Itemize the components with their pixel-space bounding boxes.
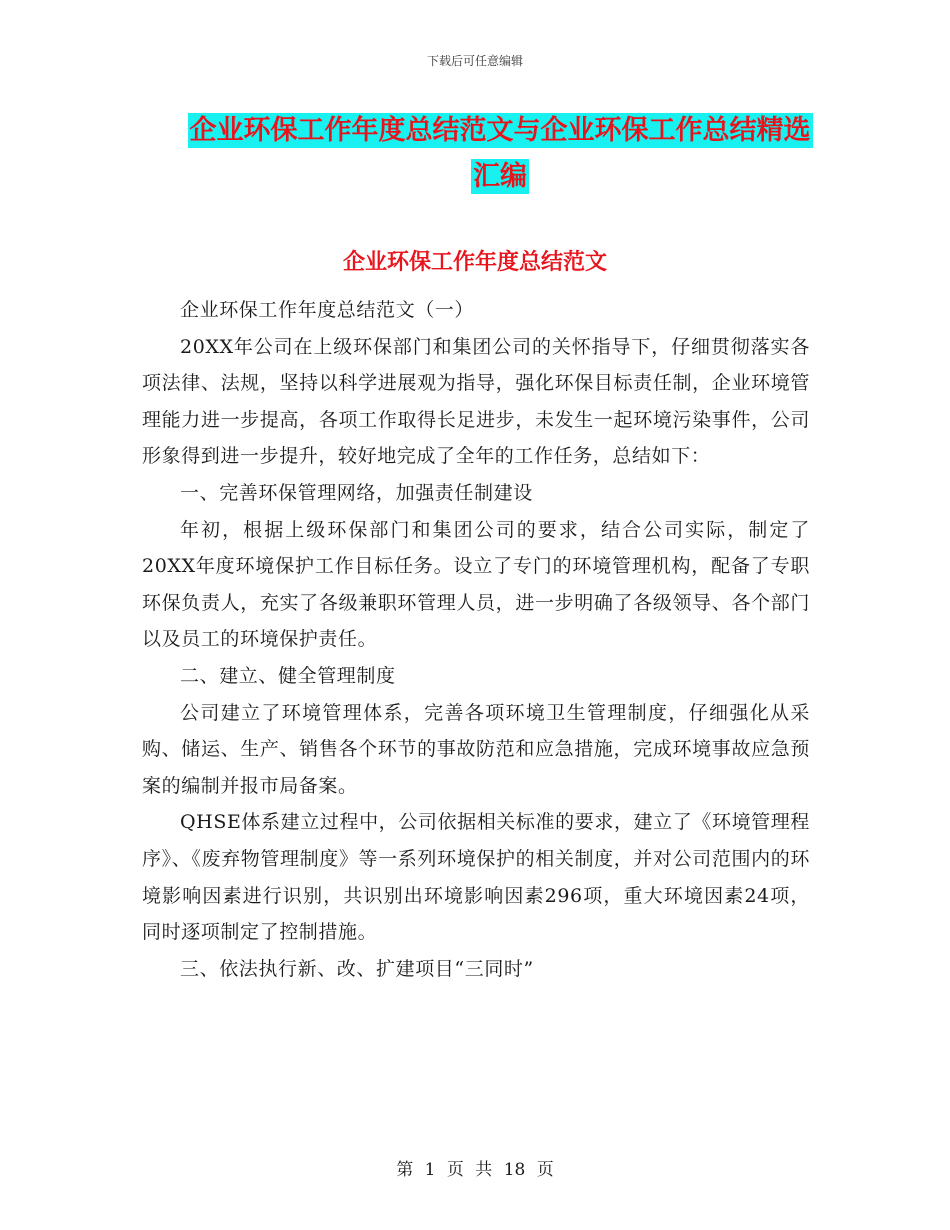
heading-paragraph: 二、建立、健全管理制度 [180,664,396,687]
section-title: 企业环保工作年度总结范文 [342,250,607,275]
body-paragraph: 年初，根据上级环保部门和集团公司的要求，结合公司实际，制定了20XX年度环境保护工作目标任务。设立了专门的环境管理机构，配备了专职环保负责人，充实了各级兼职环管理人员，进一步明确了各级领导、各个部门以及员工的环境保护责任。 [142,518,810,651]
heading-paragraph: 一、完善环保管理网络，加强责任制建设 [180,481,533,504]
body-paragraph: 公司建立了环境管理体系，完善各项环境卫生管理制度，仔细强化从采购、储运、生产、销售各个环节的事故防范和应急措施，完成环境事故应急预案的编制并报市局备案。 [142,701,810,797]
subtitle-paragraph: 企业环保工作年度总结范文（一） [180,299,475,321]
page-footer: 第 1 页 共 18 页 [396,1160,554,1180]
body-paragraph: QHSE体系建立过程中，公司依据相关标准的要求，建立了《环境管理程序》、《废弃物管理制度》等一系列环境保护的相关制度，并对公司范围内的环境影响因素进行识别，共识别出环境影响因素296项，重大环境因素24项，同时逐项制定了控制措施。 [142,811,810,944]
title-line-1: 企业环保工作年度总结范文与企业环保工作总结精选 [189,115,811,146]
title-line-2: 汇编 [473,161,527,192]
document-title [140,108,860,200]
document-body [142,292,810,987]
header-note: 下载后可任意编辑 [426,54,523,68]
body-paragraph: 20XX年公司在上级环保部门和集团公司的关怀指导下，仔细贯彻落实各项法律、法规，坚持以科学进展观为指导，强化环保目标责任制，企业环境管理能力进一步提高，各项工作取得长足进步，未发生一起环境污染事件，公司形象得到进一步提升，较好地完成了全年的工作任务，总结如下： [142,335,810,468]
heading-paragraph: 三、依法执行新、改、扩建项目“三同时” [180,957,534,980]
